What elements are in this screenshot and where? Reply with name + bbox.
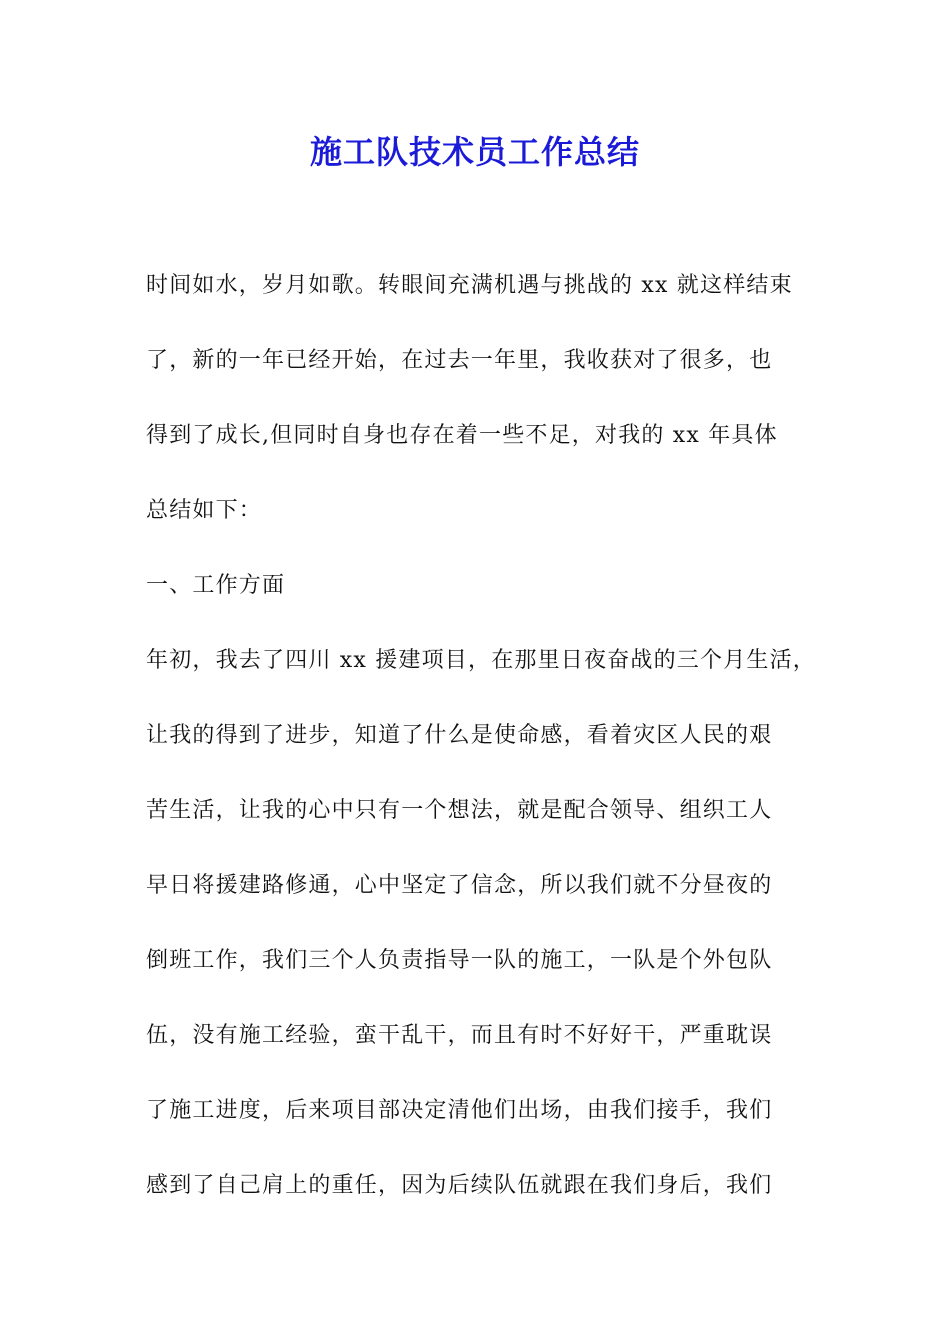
document-body <box>146 264 816 1239</box>
section-heading: 一、工作方面 <box>146 573 286 598</box>
body-line: 总结如下： <box>146 498 263 523</box>
body-line: 苦生活，让我的心中只有一个想法，就是配合领导、组织工人 <box>146 798 773 823</box>
body-line: 倒班工作，我们三个人负责指导一队的施工，一队是个外包队 <box>146 948 773 973</box>
body-line: 让我的得到了进步，知道了什么是使命感，看着灾区人民的艰 <box>146 723 773 748</box>
body-line: 了，新的一年已经开始，在过去一年里，我收获对了很多，也 <box>146 348 773 373</box>
body-line: 了施工进度，后来项目部决定清他们出场，由我们接手，我们 <box>146 1098 773 1123</box>
body-line: 时间如水，岁月如歌。转眼间充满机遇与挑战的 xx 就这样结束 <box>146 273 793 298</box>
document-title: 施工队技术员工作总结 <box>309 133 640 171</box>
body-line: 伍，没有施工经验，蛮干乱干，而且有时不好好干，严重耽误 <box>146 1023 773 1048</box>
body-line: 得到了成长,但同时自身也存在着一些不足，对我的 xx 年具体 <box>146 423 778 448</box>
body-line: 早日将援建路修通，心中坚定了信念，所以我们就不分昼夜的 <box>146 873 773 898</box>
body-line: 感到了自己肩上的重任，因为后续队伍就跟在我们身后，我们 <box>146 1173 773 1198</box>
body-line: 年初，我去了四川 xx 援建项目，在那里日夜奋战的三个月生活， <box>146 648 817 673</box>
